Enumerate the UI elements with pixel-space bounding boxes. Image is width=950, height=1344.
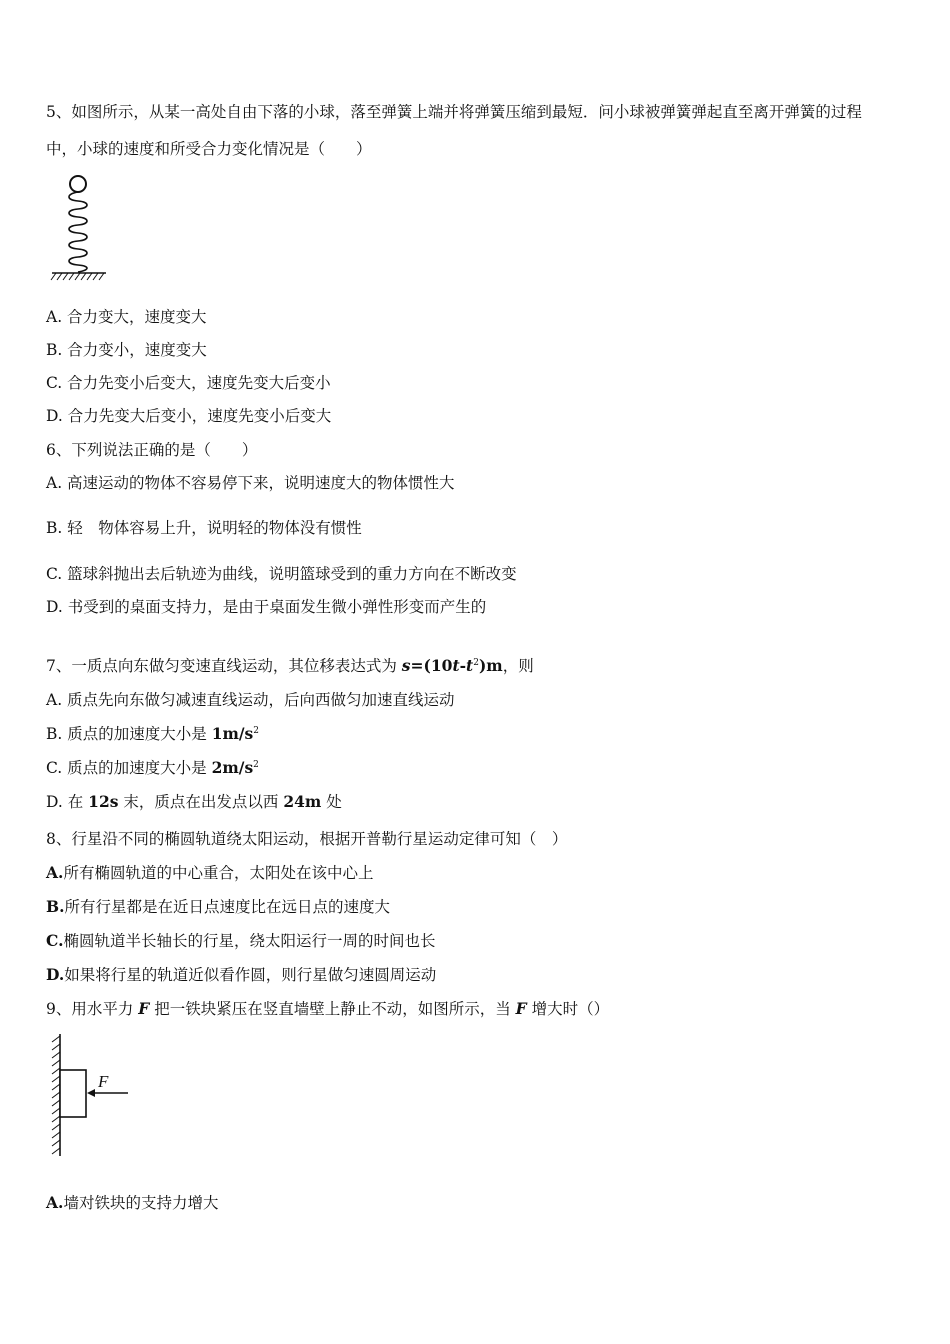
q6-option-d: D. 书受到的桌面支持力，是由于桌面发生微小弹性形变而产生的 (46, 598, 487, 616)
spring-ball-figure (46, 172, 116, 284)
eq-minus: - (459, 656, 467, 675)
eq-close: )m (478, 656, 503, 675)
q7-option-b (46, 724, 259, 744)
unit-exponent: 2 (253, 726, 259, 736)
q6-option-b: B. 轻 物体容易上升，说明轻的物体没有惯性 (46, 519, 362, 537)
q7-stem-suffix: ，则 (502, 657, 534, 675)
option-letter: A. (46, 863, 64, 882)
q9-option-a (46, 1193, 218, 1213)
q6-option-c: C. 篮球斜抛出去后轨迹为曲线，说明篮球受到的重力方向在不断改变 (46, 565, 517, 583)
q7-option-d-suffix: 处 (321, 793, 342, 811)
q7-option-c (46, 758, 259, 778)
option-text: 椭圆轨道半长轴长的行星，绕太阳运行一周的时间也长 (63, 932, 436, 950)
q5-option-a: A. 合力变大，速度变大 (46, 308, 207, 326)
q6-option-a: A. 高速运动的物体不容易停下来，说明速度大的物体惯性大 (46, 474, 455, 492)
acceleration-value-2: 2m/s (211, 758, 254, 777)
q7-option-d-mid: 末，质点在出发点以西 (118, 793, 284, 811)
q9-stem-suffix: 增大时（） (526, 1000, 610, 1018)
var-t: t (452, 656, 460, 675)
wall-block-figure (46, 1032, 146, 1158)
time-value: 12s (88, 792, 119, 811)
q7-option-c-prefix: C. 质点的加速度大小是 (46, 759, 212, 777)
option-text: 墙对铁块的支持力增大 (63, 1194, 219, 1212)
var-f: F (515, 999, 527, 1018)
q7-stem (46, 656, 534, 676)
q7-option-a: A. 质点先向东做匀减速直线运动，后向西做匀加速直线运动 (46, 691, 455, 709)
q7-option-b-prefix: B. 质点的加速度大小是 (46, 725, 212, 743)
option-letter: A. (46, 1193, 64, 1212)
option-text: 如果将行星的轨道近似看作圆，则行星做匀速圆周运动 (64, 966, 437, 984)
q7-option-d-prefix: D. 在 (46, 793, 89, 811)
option-letter: D. (46, 965, 65, 984)
q8-option-c (46, 931, 435, 951)
q8-stem: 8、行星沿不同的椭圆轨道绕太阳运动，根据开普勒行星运动定律可知（ ） (46, 830, 568, 848)
var-t-squared: t (466, 656, 474, 675)
var-s: s (401, 656, 411, 675)
q5-stem-line1: 5、如图所示，从某一高处自由下落的小球，落至弹簧上端并将弹簧压缩到最短．问小球被弹簧弹起直至离开弹簧的过程 (46, 103, 862, 121)
exponent: 2 (473, 658, 479, 668)
q8-option-b (46, 897, 390, 917)
option-text: 所有椭圆轨道的中心重合，太阳处在该中心上 (63, 864, 374, 882)
q6-stem: 6、下列说法正确的是（ ） (46, 441, 258, 459)
force-label-f: F (98, 1072, 109, 1091)
q8-option-a (46, 863, 373, 883)
q8-option-d (46, 965, 436, 985)
q9-stem-mid: 把一铁块紧压在竖直墙壁上静止不动，如图所示，当 (149, 1000, 516, 1018)
q5-option-b: B. 合力变小，速度变大 (46, 341, 207, 359)
distance-value: 24m (283, 792, 322, 811)
option-text: 所有行星都是在近日点速度比在远日点的速度大 (64, 898, 391, 916)
q7-stem-prefix: 7、一质点向东做匀变速直线运动，其位移表达式为 (46, 657, 402, 675)
option-letter: B. (46, 897, 65, 916)
q5-stem-line2: 中，小球的速度和所受合力变化情况是（ ） (46, 140, 372, 158)
q9-stem (46, 999, 609, 1019)
unit-exponent: 2 (253, 760, 259, 770)
q9-stem-prefix: 9、用水平力 (46, 1000, 139, 1018)
option-letter: C. (46, 931, 64, 950)
q5-option-c: C. 合力先变小后变大，速度先变大后变小 (46, 374, 331, 392)
q5-option-d: D. 合力先变大后变小，速度先变小后变大 (46, 407, 332, 425)
acceleration-value-1: 1m/s (211, 724, 254, 743)
eq-open: =(10 (410, 656, 453, 675)
var-f: F (138, 999, 150, 1018)
q7-option-d (46, 792, 342, 812)
